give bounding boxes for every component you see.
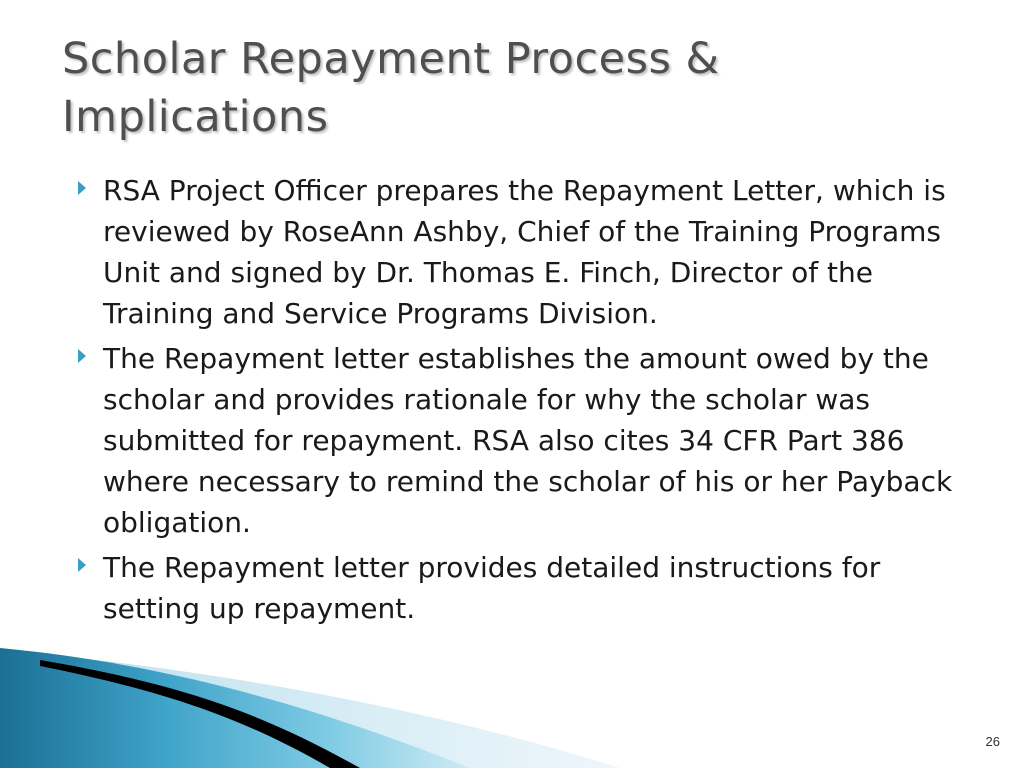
bullet-list [72, 170, 972, 633]
slide-title-line-1: Scholar Repayment Process & [62, 34, 720, 84]
slide-title [62, 30, 962, 146]
bullet-text: The Repayment letter establishes the amount owed by the scholar and provides rationale for why the scholar was submitted for repayment. RSA also cites 34 CFR Part 386 where necessary to remind the scholar of his or her Payback obligation. [103, 342, 953, 539]
bullet-text: RSA Project Officer prepares the Repayment Letter, which is reviewed by RoseAnn Ashby, Chief of the Training Programs Unit and signed by Dr. Thomas E. Finch, Director of the Training and Service Programs Division. [103, 174, 946, 330]
bullet-item [72, 547, 972, 629]
triangle-right-icon [78, 349, 86, 363]
page-number: 26 [985, 734, 1000, 749]
bullet-item [72, 338, 972, 543]
bullet-item [72, 170, 972, 334]
slide-title-line-2: Implications [62, 92, 329, 142]
triangle-right-icon [78, 181, 86, 195]
triangle-right-icon [78, 558, 86, 572]
bullet-text: The Repayment letter provides detailed instructions for setting up repayment. [103, 551, 881, 625]
